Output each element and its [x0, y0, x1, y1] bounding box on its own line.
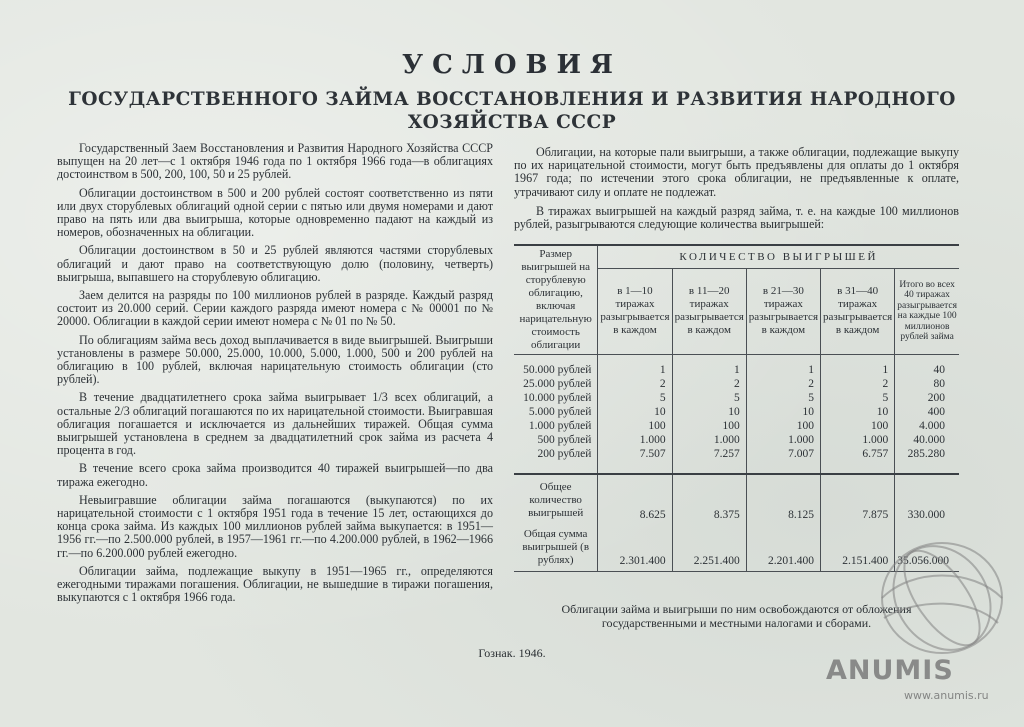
table-cell: 35.056.000	[895, 522, 959, 572]
table-cell: 7.257	[672, 447, 746, 461]
table-cell-label: 5.000 рублей	[528, 406, 592, 418]
table-row	[514, 419, 959, 433]
table-cell: 2.251.400	[672, 522, 746, 572]
table-cell: 1	[821, 363, 895, 377]
paragraph: Облигации, на которые пали выигрыши, а также облигации, подлежащие выкупу по их нарицательной стоимости, могут быть предъявлены для оплаты до 1 октября 1967 года; по истечении этого срока облигации, не предъявленные к оплате, утрачивают силу и оплате не подлежат.	[514, 145, 959, 199]
table-cell: 7.507	[598, 447, 672, 461]
table-cell-label: Общее количество выигрышей	[528, 481, 584, 519]
table-cell: 400	[895, 405, 959, 419]
table-header-prize-size: Размер выигрышей на сторублевую облигацию, включая нарицательную стоимость облигации	[514, 245, 598, 355]
printer-imprint: Гознак. 1946.	[478, 646, 546, 660]
table-row	[514, 391, 959, 405]
table-cell: 5	[821, 391, 895, 405]
table-cell: 2	[598, 377, 672, 391]
table-cell: 100	[672, 419, 746, 433]
table-group-header: КОЛИЧЕСТВО ВЫИГРЫШЕЙ	[598, 245, 959, 268]
table-cell: 1.000	[746, 433, 820, 447]
table-cell: 1.000	[821, 433, 895, 447]
table-cell: 1.000	[672, 433, 746, 447]
paragraph: Государственный Заем Восстановления и Развития Народного Хозяйства СССР выпущен на 20 лет—с 1 октября 1946 года по 1 октября 1966 года—в облигациях достоинством в 500, 200, 100, 50 и 25 рублей.	[57, 141, 493, 182]
table-cell: 8.625	[598, 474, 672, 522]
table-cell: 40	[895, 363, 959, 377]
table-cell: 100	[598, 419, 672, 433]
right-column-intro	[514, 146, 959, 237]
table-cell-label: 10.000 рублей	[523, 392, 592, 404]
table-col-header: в 31—40 тиражах разыгрывается в каждом	[821, 268, 895, 354]
table-row	[514, 433, 959, 447]
paragraph: Невыигравшие облигации займа погашаются (выкупаются) по их нарицательной стоимости с 1 октября 1951 года в течение 15 лет, остающихся до конца срока займа. Из каждых 100 миллионов рублей займа выкупается: в 1951—1956 гг.—по 2.500.000 рублей, в 1957—1961 гг.—по 4.200.000 рублей, в 1962—1966 гг.—по 6.200.000 рублей ежегодно.	[57, 492, 493, 560]
document-title: УСЛОВИЯ	[402, 50, 622, 80]
table-cell: 2.301.400	[598, 522, 672, 572]
paragraph: Облигации достоинством в 500 и 200 рублей состоят соответственно из пяти или двух сторублевых облигаций одной серии с пятью или двумя номерами и дают право на пять или два выигрыша, которые одновременно падают на каждый из номеров, обозначенных на облигации.	[57, 185, 493, 240]
table-cell: 200	[895, 391, 959, 405]
paragraph: В течение всего срока займа производится 40 тиражей выигрышей—по два тиража ежегодно.	[57, 461, 493, 489]
table-cell: 285.280	[895, 447, 959, 461]
table-row	[514, 377, 959, 391]
document-subtitle-line2: ХОЗЯЙСТВА СССР	[407, 112, 617, 133]
table-cell: 1	[746, 363, 820, 377]
table-cell: 1	[598, 363, 672, 377]
table-col-header: Итого во всех 40 тиражах разыгрывается на каждые 100 миллионов рублей займа	[895, 268, 959, 354]
table-cell: 8.375	[672, 474, 746, 522]
table-cell: 10	[672, 405, 746, 419]
table-cell: 40.000	[895, 433, 959, 447]
table-cell-label: 25.000 рублей	[523, 378, 592, 390]
table-row-total-count	[514, 474, 959, 522]
table-cell: 100	[821, 419, 895, 433]
paragraph: Заем делится на разряды по 100 миллионов рублей в разряде. Каждый разряд состоит из 20.000 серий. Серии каждого разряда имеют номера с № 00001 по № 20000. Облигации в каждой серии имеют номера с № 01 по № 50.	[57, 288, 493, 329]
table-cell: 10	[821, 405, 895, 419]
table-cell: 5	[672, 391, 746, 405]
table-cell: 1	[672, 363, 746, 377]
watermark-url: www.anumis.ru	[904, 689, 989, 702]
table-cell: 7.007	[746, 447, 820, 461]
table-row	[514, 405, 959, 419]
table-cell: 10	[746, 405, 820, 419]
table-cell-label: 1.000 рублей	[528, 420, 592, 432]
table-cell: 10	[598, 405, 672, 419]
table-cell-label: 50.000 рублей	[523, 364, 592, 376]
table-col-header: в 21—30 тиражах разыгрывается в каждом	[746, 268, 820, 354]
table-cell: 80	[895, 377, 959, 391]
table-cell: 2	[672, 377, 746, 391]
table-col-header: в 11—20 тиражах разыгрывается в каждом	[672, 268, 746, 354]
table-cell-label: 200 рублей	[537, 448, 592, 460]
left-column-text	[57, 142, 493, 610]
table-cell: 5	[746, 391, 820, 405]
table-cell-label: 500 рублей	[537, 434, 592, 446]
table-cell: 2	[746, 377, 820, 391]
table-cell-label: Общая сумма выигрышей (в рублях)	[522, 528, 590, 566]
table-cell: 7.875	[821, 474, 895, 522]
table-cell: 5	[598, 391, 672, 405]
table-cell: 6.757	[821, 447, 895, 461]
table-col-header: в 1—10 тиражах разыгрывается в каждом	[598, 268, 672, 354]
table-row	[514, 363, 959, 377]
paragraph: По облигациям займа весь доход выплачивается в виде выигрышей. Выигрыши установлены в размере 50.000, 25.000, 10.000, 5.000, 1.000, 500 и 200 рублей на облигацию в 100 рублей, включая нарицательную стоимость облигации (сто рублей).	[57, 332, 493, 387]
table-row	[514, 447, 959, 461]
document-subtitle-line1: ГОСУДАРСТВЕННОГО ЗАЙМА ВОССТАНОВЛЕНИЯ И РАЗВИТИЯ НАРОДНОГО	[68, 89, 956, 110]
paragraph: В тиражах выигрышей на каждый разряд займа, т. е. на каждые 100 миллионов рублей, разыгрываются следующие количества выигрышей:	[514, 203, 959, 232]
table-cell: 8.125	[746, 474, 820, 522]
table-cell: 1.000	[598, 433, 672, 447]
table-cell: 100	[746, 419, 820, 433]
table-cell: 2	[821, 377, 895, 391]
prize-table	[514, 244, 959, 572]
table-cell: 2.201.400	[746, 522, 820, 572]
paragraph: В течение двадцатилетнего срока займа выигрывает 1/3 всех облигаций, а остальные 2/3 облигаций погашаются по их нарицательной стоимости. Выигравшая облигация погашается и исключается из дальнейших тиражей. Общая сумма выигрышей установлена в среднем за двадцатилетний срок займа из расчета 4 процента в год.	[57, 390, 493, 458]
table-cell: 330.000	[895, 474, 959, 522]
table-cell: 2.151.400	[821, 522, 895, 572]
table-cell: 4.000	[895, 419, 959, 433]
tax-exemption-note: Облигации займа и выигрыши по ним освобождаются от обложения государственными и местными налогами и сборами.	[561, 602, 912, 630]
paragraph: Облигации достоинством в 50 и 25 рублей являются частями сторублевых облигаций и дают право на соответствующую долю (половину, четверть) выигрыша, выпавшего на сторублевую облигацию.	[57, 243, 493, 284]
watermark-brand: ANUMIS	[826, 655, 954, 686]
paragraph: Облигации займа, подлежащие выкупу в 1951—1965 гг., определяются ежегодными тиражами погашения. Облигации, не вышедшие в тиражи погашения, выкупаются с 1 октября 1966 года.	[57, 563, 493, 605]
